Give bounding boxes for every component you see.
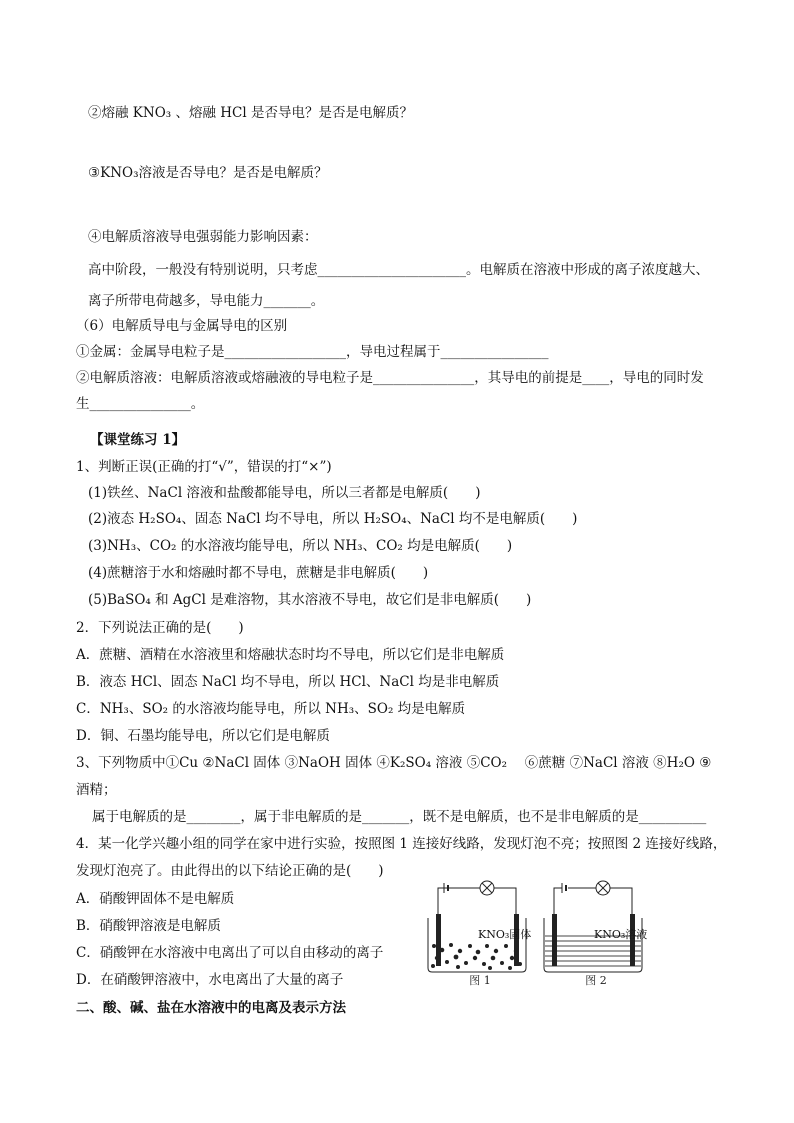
practice-q2-option-a: A．蔗糖、酒精在水溶液里和熔融状态时均不导电，所以它们是非电解质: [76, 647, 505, 663]
practice-q2-option-c: C．NH₃、SO₂ 的水溶液均能导电，所以 NH₃、SO₂ 均是电解质: [76, 701, 466, 717]
section-2-title: 二、酸、碱、盐在水溶液中的电离及表示方法: [76, 1000, 346, 1016]
practice-q1-item-5: (5)BaSO₄ 和 AgCl 是难溶物，其水溶液不导电，故它们是非电解质( ): [88, 592, 532, 608]
practice-q3-stem-1: 3、下列物质中①Cu ②NaCl 固体 ③NaOH 固体 ④K₂SO₄ 溶液 ⑤CO₂ ⑥蔗糖 ⑦NaCl 溶液 ⑧H₂O ⑨: [76, 755, 712, 771]
practice-q3-stem-2: 酒精；: [76, 782, 117, 798]
question-4-line-1: 高中阶段，一般没有特别说明，只考虑______________________。电解质在溶液中形成的离子浓度越大、: [88, 262, 709, 278]
practice-q1-stem: 1、判断正误(正确的打“√”，错误的打“×”): [76, 459, 332, 475]
electrolyte-conduction-line-1: ②电解质溶液：电解质溶液或熔融液的导电粒子是_______________，其导电的前提是____，导电的同时发: [76, 370, 704, 386]
practice-q4-option-c: C．硝酸钾在水溶液中电离出了可以自由移动的离子: [76, 945, 384, 961]
question-3-text: ③KNO₃溶液是否导电？是否是电解质？: [88, 165, 328, 181]
figure-1-caption: 图 1: [469, 974, 491, 987]
figure-1-label: KNO₃固体: [478, 928, 532, 941]
practice-q4-option-a: A．硝酸钾固体不是电解质: [76, 891, 235, 907]
figure-2-caption: 图 2: [585, 974, 607, 987]
practice-q4-option-d: D．在硝酸钾溶液中，水电离出了大量的离子: [76, 972, 344, 988]
section-6-title: （6）电解质导电与金属导电的区别: [76, 318, 288, 334]
question-2-text: ②熔融 KNO₃ 、熔融 HCl 是否导电？是否是电解质？: [88, 105, 413, 121]
question-4-title: ④电解质溶液导电强弱能力影响因素：: [88, 229, 318, 245]
metal-conduction-line: ①金属：金属导电粒子是__________________，导电过程属于________________: [76, 344, 549, 360]
figure-2-label: KNO₃溶液: [594, 928, 648, 941]
practice-title: 【课堂练习 1】: [90, 432, 186, 448]
practice-q2-option-b: B．液态 HCl、固态 NaCl 均不导电，所以 HCl、NaCl 均是非电解质: [76, 674, 500, 690]
practice-q3-answer-line: 属于电解质的是________，属于非电解质的是_______，既不是电解质，也不是非电解质的是__________: [92, 809, 707, 825]
practice-q1-item-1: (1)铁丝、NaCl 溶液和盐酸都能导电，所以三者都是电解质( ): [88, 485, 481, 501]
practice-q1-item-2: (2)液态 H₂SO₄、固态 NaCl 均不导电，所以 H₂SO₄、NaCl 均不是电解质( ): [88, 511, 578, 527]
practice-q1-item-4: (4)蔗糖溶于水和熔融时都不导电，蔗糖是非电解质( ): [88, 565, 429, 581]
practice-q4-stem-1: 4．某一化学兴趣小组的同学在家中进行实验，按照图 1 连接好线路，发现灯泡不亮；按照图 2 连接好线路，: [76, 836, 727, 852]
practice-q2-stem: 2．下列说法正确的是( ): [76, 620, 244, 636]
question-4-line-2: 离子所带电荷越多，导电能力_______。: [88, 293, 325, 309]
electrolyte-conduction-line-2: 生_______________。: [76, 396, 205, 412]
practice-q1-item-3: (3)NH₃、CO₂ 的水溶液均能导电，所以 NH₃、CO₂ 均是电解质( ): [88, 538, 513, 554]
practice-q2-option-d: D．铜、石墨均能导电，所以它们是电解质: [76, 728, 330, 744]
practice-q4-stem-2: 发现灯泡亮了。由此得出的以下结论正确的是( ): [76, 863, 384, 879]
practice-q4-option-b: B．硝酸钾溶液是电解质: [76, 918, 221, 934]
